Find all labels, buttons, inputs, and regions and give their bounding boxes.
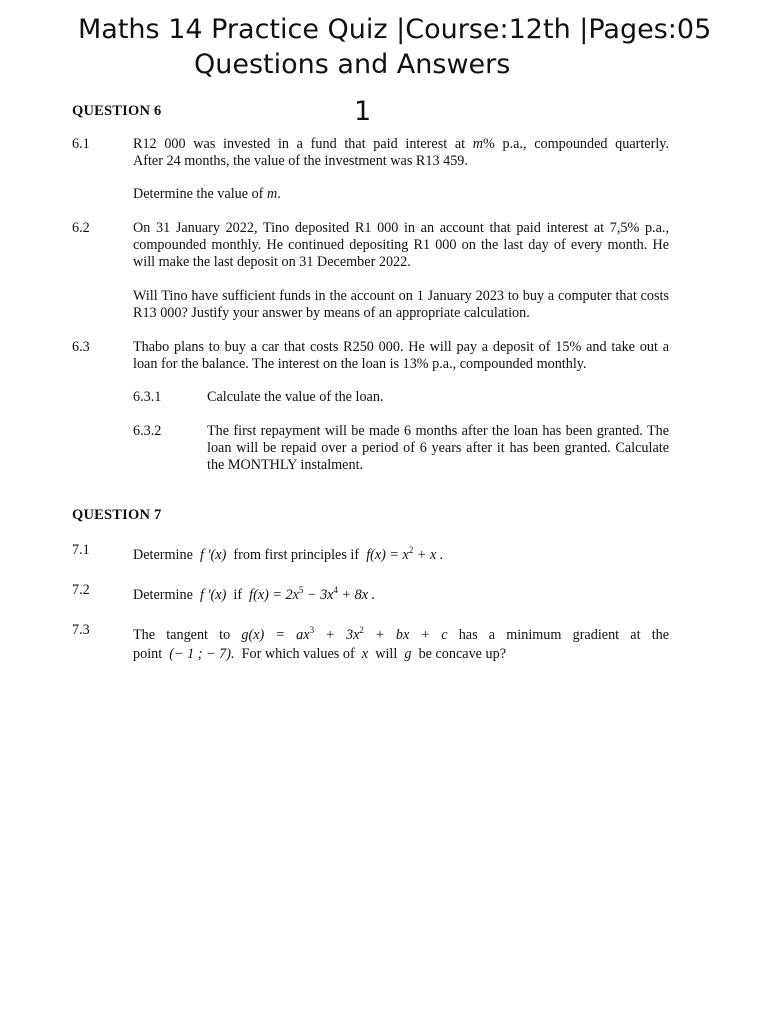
question-7-1-number: 7.1 [72,542,90,558]
variable-x: x [361,646,369,662]
text-segment: if [233,587,243,603]
variable-g: g [404,646,412,662]
page-title: Maths 14 Practice Quiz |Course:12th |Pages:05 [78,14,712,45]
document-header [0,14,768,104]
text-segment: % p.a., compounded quarterly. [483,136,669,152]
text-segment: For which values of [241,646,355,662]
derivative-expression: f ′(x) [199,587,227,603]
question-6-3-text: Thabo plans to buy a car that costs R250 000. He will pay a deposit of 15% and take out a loan for the balance. The interest on the loan is 13% p.a., compounded monthly. [133,339,669,372]
question-6-1-line2: After 24 months, the value of the investment was R13 459. [133,153,468,169]
text-segment: has a minimum gradient at the [458,627,670,643]
question-6-3-2-text: The first repayment will be made 6 months after the loan has been granted. The loan will be repaid over a period of 6 years after it has been granted. Calculate the MONTHLY instalment. [207,423,669,473]
question-7-2-number: 7.2 [72,582,90,598]
derivative-expression: f ′(x) [199,547,227,563]
page-number: 1 [354,96,372,127]
question-6-3-2-number: 6.3.2 [133,423,162,439]
question-7-3-number: 7.3 [72,622,90,638]
text-segment: Determine the value of [133,186,267,202]
tangent-function [241,627,447,643]
variable-m: m [266,186,278,202]
function-expression: g(x) = ax [241,627,310,643]
text-segment: from first principles if [233,547,360,563]
text-segment: point [133,646,163,662]
question-6-1-number: 6.1 [72,136,90,152]
question-7-3-line2 [133,646,669,663]
page-subtitle: Questions and Answers [194,49,511,80]
text-segment: . [277,186,281,202]
question-6-3-1-number: 6.3.1 [133,389,162,405]
text-segment: Determine [133,587,193,603]
question-6-1-determine [133,186,669,203]
function-expression: f(x) = x [366,547,409,563]
function-expression-tail: + 8x . [341,587,376,603]
text-segment: R12 000 was invested in a fund that paid interest at [133,136,473,152]
function-expression: + 3x [325,627,360,643]
question-6-2-text: On 31 January 2022, Tino deposited R1 000 in an account that paid interest at 7,5% p.a., compounded monthly. He continued depositing R1 000 on the last day of every month. He will make the last deposit on 31 December 2022. [133,220,669,270]
text-segment: Determine [133,547,193,563]
question-6-heading: QUESTION 6 [72,103,162,119]
function-expression: f(x) = 2x [249,587,299,603]
question-6-1-text [133,136,669,170]
question-7-heading: QUESTION 7 [72,507,162,523]
function-expression: + bx + c [375,627,448,643]
function-expression-tail: + x . [416,547,444,563]
text-segment: be concave up? [418,646,507,662]
question-7-3-line1 [133,622,669,644]
question-7-1-text [133,542,669,564]
variable-m: m [472,136,483,152]
exponent: 3 [309,625,315,635]
question-7-3-text [133,622,669,663]
exponent: 5 [298,585,304,595]
question-6-1-line1 [133,136,669,153]
text-segment: will [375,646,398,662]
point-coordinates: (− 1 ; − 7). [169,646,235,662]
function-expression: − 3x [306,587,334,603]
question-7-2-text [133,582,669,604]
exponent: 2 [359,625,364,635]
question-6-2-number: 6.2 [72,220,90,236]
question-6-2-question: Will Tino have sufficient funds in the account on 1 January 2023 to buy a computer that costs R13 000? Justify your answer by means of an appropriate calculation. [133,288,669,321]
text-segment: The tangent to [133,627,231,643]
exponent: 4 [333,585,338,595]
question-6-3-number: 6.3 [72,339,90,355]
question-6-3-1-text: Calculate the value of the loan. [207,389,384,405]
exponent: 2 [408,545,414,555]
